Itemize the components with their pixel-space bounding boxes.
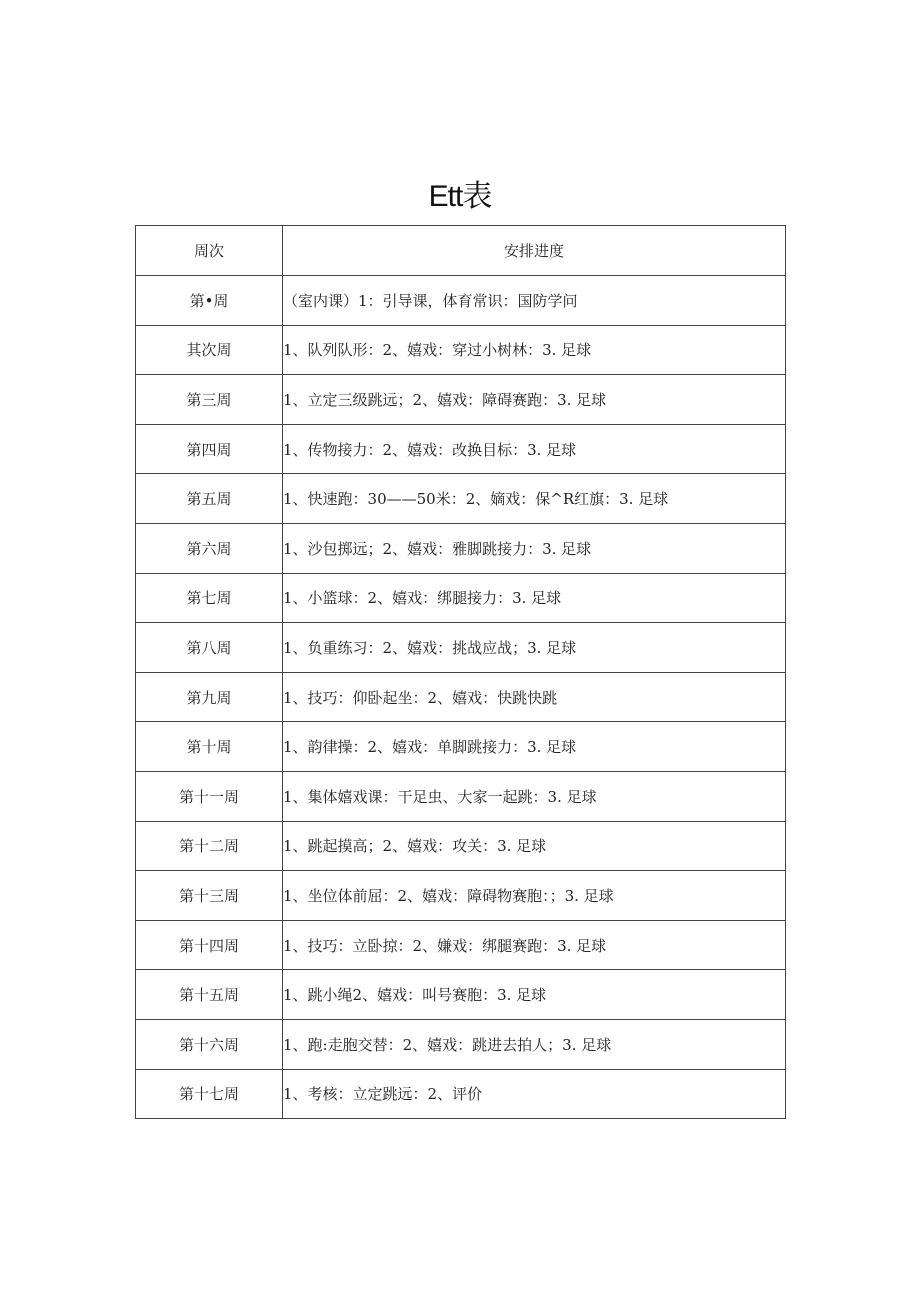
week-cell: 第十五周 xyxy=(136,970,283,1020)
table-row xyxy=(136,474,786,524)
week-cell: 第十一周 xyxy=(136,771,283,821)
table-row xyxy=(136,523,786,573)
table-row xyxy=(136,325,786,375)
table-row xyxy=(136,1019,786,1069)
week-cell: 第三周 xyxy=(136,375,283,425)
table-row xyxy=(136,920,786,970)
plan-cell: 1、集体嬉戏课：干足虫、大家一起跳：3. 足球 xyxy=(283,771,786,821)
table-row xyxy=(136,375,786,425)
plan-cell: 1、跳小绳2、嬉戏：叫号赛胞：3. 足球 xyxy=(283,970,786,1020)
table-row xyxy=(136,821,786,871)
document-title: Ett表 xyxy=(428,180,492,213)
week-cell: 第七周 xyxy=(136,573,283,623)
table-row xyxy=(136,424,786,474)
schedule-body xyxy=(136,276,786,1119)
week-cell: 第十二周 xyxy=(136,821,283,871)
week-cell: 第五周 xyxy=(136,474,283,524)
table-row xyxy=(136,771,786,821)
plan-cell: 1、立定三级跳远；2、嬉戏：障碍赛跑：3. 足球 xyxy=(283,375,786,425)
week-column-header: 周次 xyxy=(136,226,283,276)
plan-cell: 1、队列队形：2、嬉戏：穿过小树林：3. 足球 xyxy=(283,325,786,375)
table-row xyxy=(136,623,786,673)
week-cell: 第十七周 xyxy=(136,1069,283,1119)
week-cell: 第十周 xyxy=(136,722,283,772)
week-cell: 第•周 xyxy=(136,276,283,326)
table-row xyxy=(136,1069,786,1119)
plan-cell: 1、沙包掷远；2、嬉戏：雅脚跳接力：3. 足球 xyxy=(283,523,786,573)
plan-cell: 1、跑:走胞交替：2、嬉戏：跳进去拍人；3. 足球 xyxy=(283,1019,786,1069)
plan-cell: （室内课）1：引导课，体育常识：国防学问 xyxy=(283,276,786,326)
plan-cell: 1、负重练习：2、嬉戏：挑战应战；3. 足球 xyxy=(283,623,786,673)
plan-cell: 1、韵律操：2、嬉戏：单脚跳接力：3. 足球 xyxy=(283,722,786,772)
week-cell: 第四周 xyxy=(136,424,283,474)
table-row xyxy=(136,672,786,722)
table-row xyxy=(136,276,786,326)
week-cell: 第六周 xyxy=(136,523,283,573)
plan-cell: 1、技巧：仰卧起坐：2、嬉戏：快跳快跳 xyxy=(283,672,786,722)
plan-cell: 1、快速跑：30——50米：2、嫡戏：保^R红旗：3. 足球 xyxy=(283,474,786,524)
plan-cell: 1、坐位体前屈：2、嬉戏：障碍物赛胞：；3. 足球 xyxy=(283,871,786,921)
plan-cell: 1、考核：立定跳远：2、评价 xyxy=(283,1069,786,1119)
week-cell: 第十三周 xyxy=(136,871,283,921)
plan-cell: 1、技巧：立卧掠：2、嫌戏：绑腿赛跑：3. 足球 xyxy=(283,920,786,970)
plan-cell: 1、小篮球：2、嬉戏：绑腿接力：3. 足球 xyxy=(283,573,786,623)
table-row xyxy=(136,871,786,921)
week-cell: 第九周 xyxy=(136,672,283,722)
week-cell: 第十六周 xyxy=(136,1019,283,1069)
plan-cell: 1、传物接力：2、嬉戏：改换目标：3. 足球 xyxy=(283,424,786,474)
week-cell: 第十四周 xyxy=(136,920,283,970)
week-cell: 第八周 xyxy=(136,623,283,673)
table-row xyxy=(136,722,786,772)
plan-column-header: 安排进度 xyxy=(283,226,786,276)
table-row xyxy=(136,970,786,1020)
table-header-row xyxy=(136,226,786,276)
plan-cell: 1、跳起摸高；2、嬉戏：攻关：3. 足球 xyxy=(283,821,786,871)
table-row xyxy=(136,573,786,623)
schedule-table xyxy=(135,225,786,1119)
week-cell: 其次周 xyxy=(136,325,283,375)
